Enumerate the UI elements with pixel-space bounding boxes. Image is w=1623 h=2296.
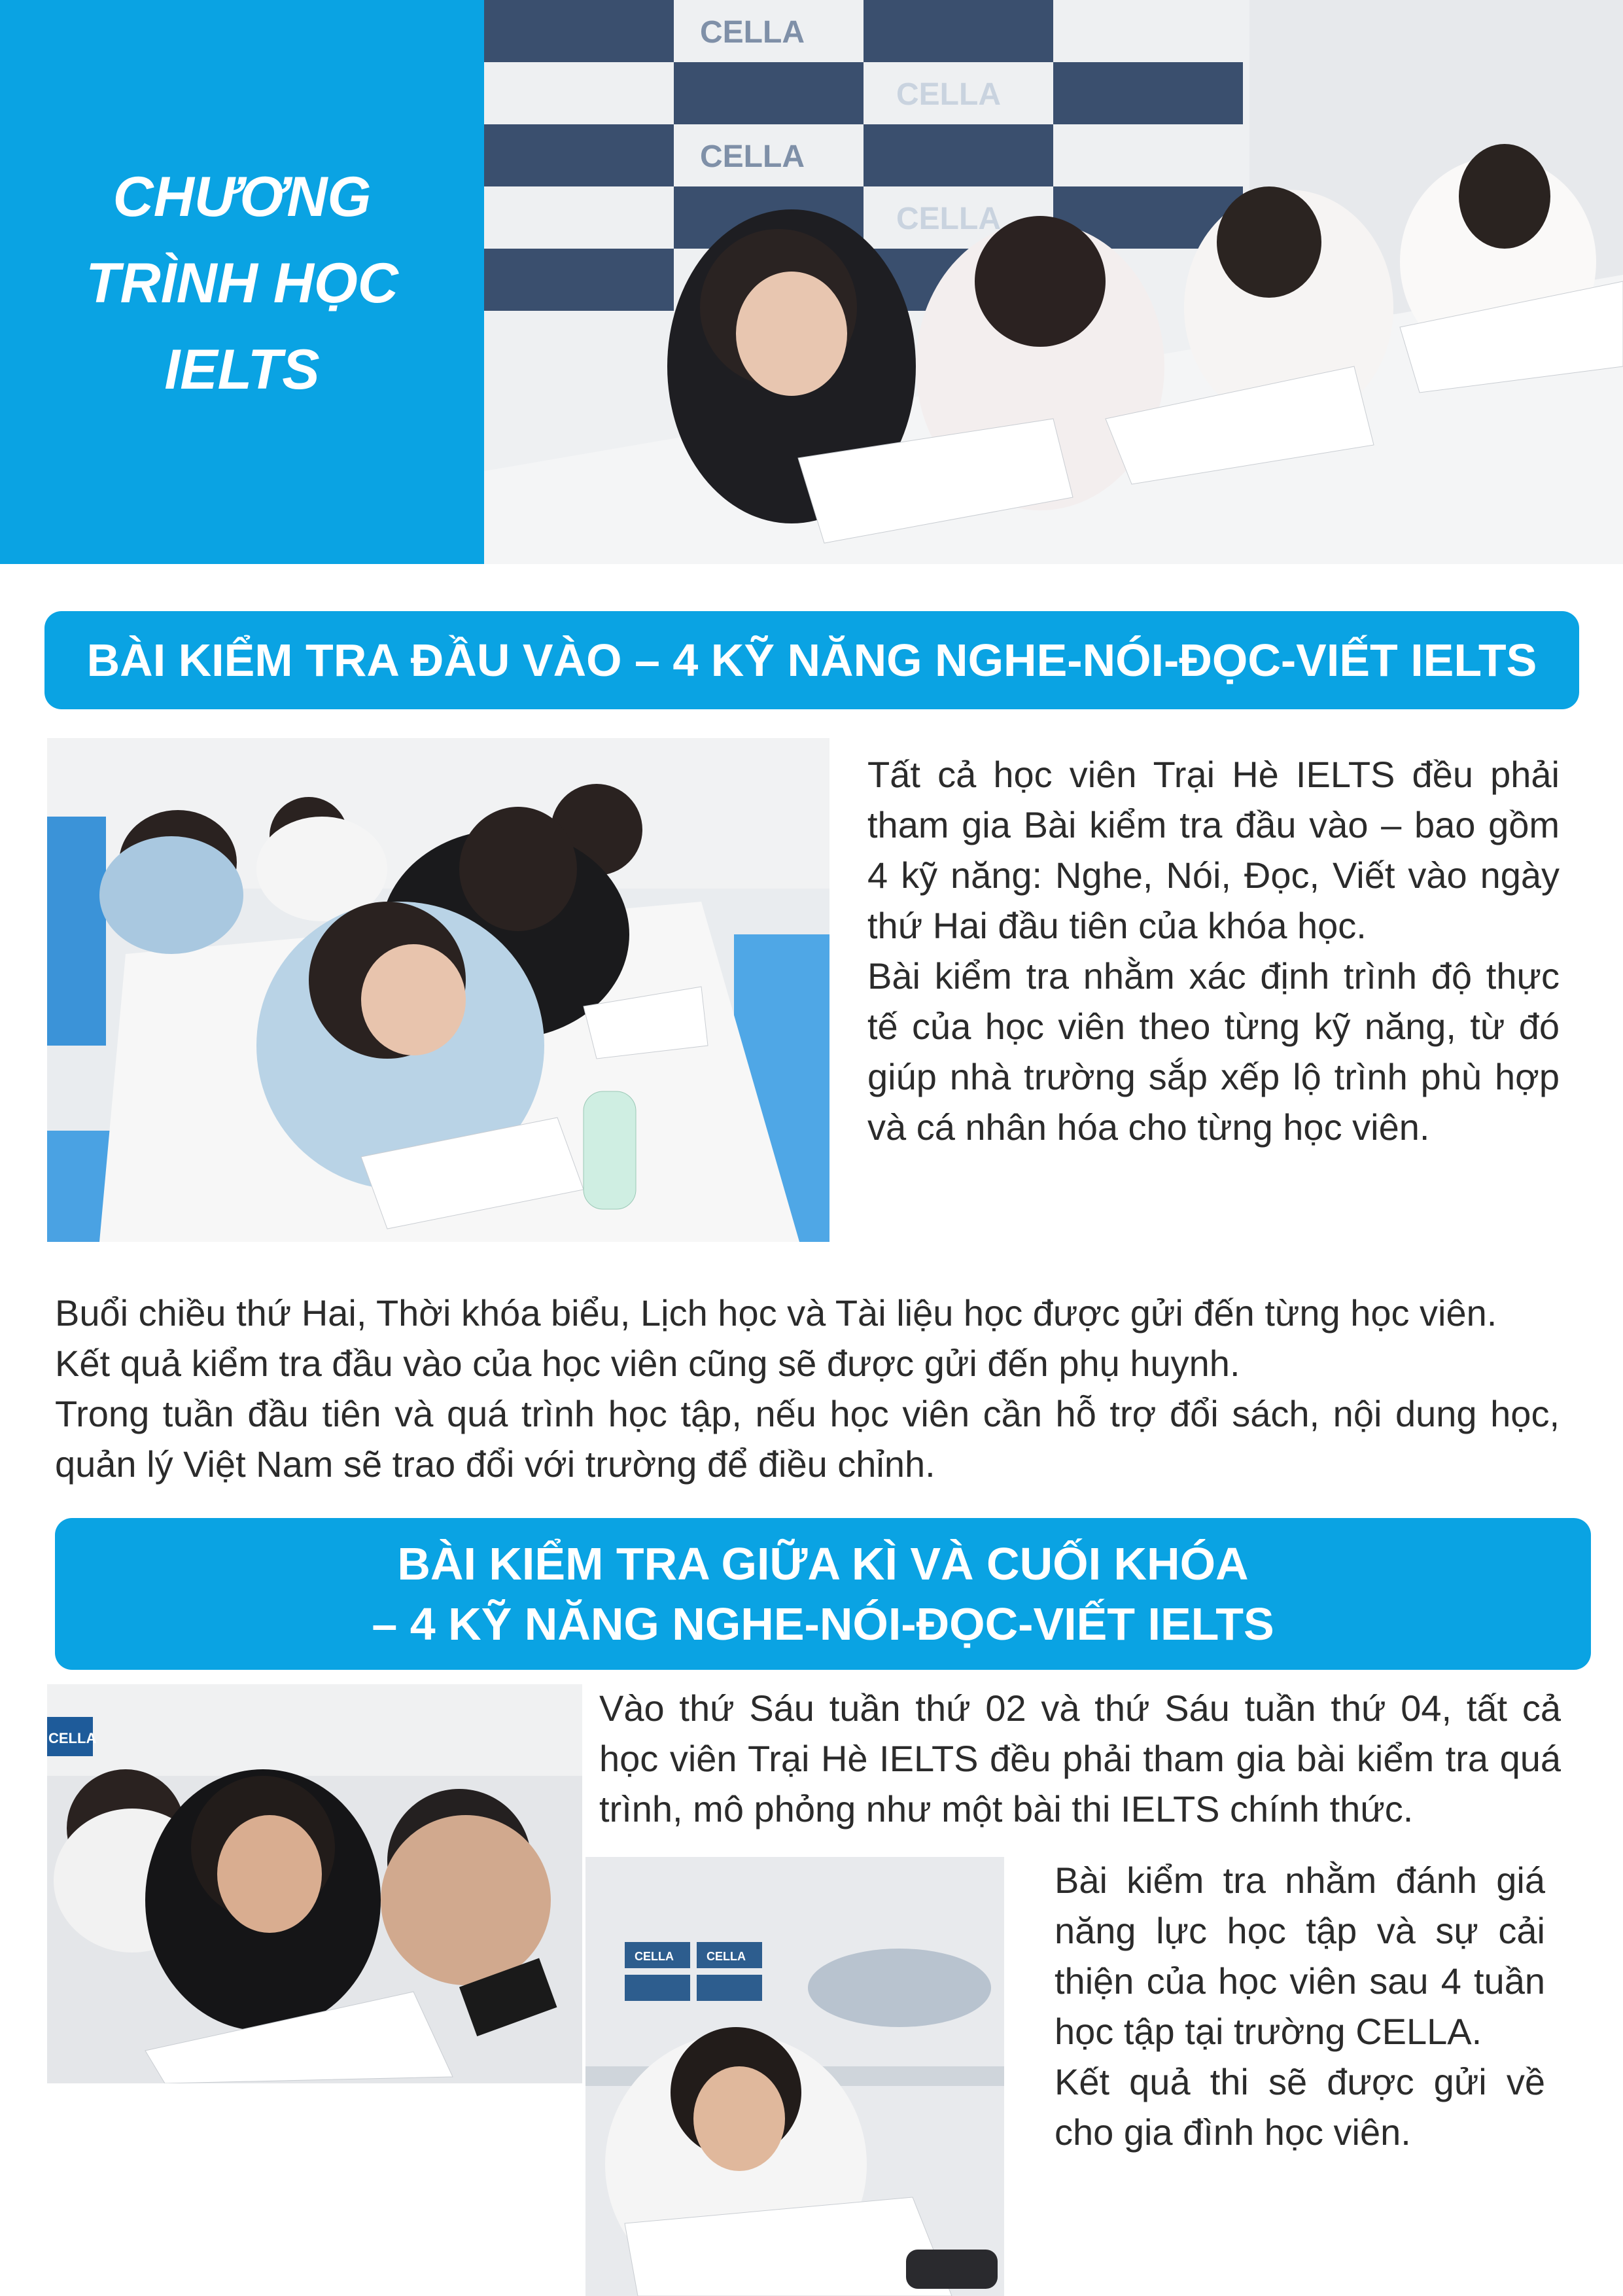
- midterm-test-intro: Vào thứ Sáu tuần thứ 02 và thứ Sáu tuần thứ 04, tất cả học viên Trại Hè IELTS đều phải tham gia bài kiểm tra quá trình, mô phỏng như một bài thi IELTS chính thức.: [599, 1687, 1561, 1829]
- wall-sign: CELLA: [48, 1730, 97, 1746]
- midterm-test-description: [1055, 1855, 1545, 2157]
- schedule-notes: [55, 1288, 1560, 1489]
- hero-title: [0, 154, 484, 413]
- wall-sign: CELLA: [635, 1950, 674, 1963]
- midterm-test-photo-1: [47, 1684, 582, 2083]
- backdrop-logo: CELLA: [700, 139, 805, 174]
- section-header-entrance-test: BÀI KIỂM TRA ĐẦU VÀO – 4 KỸ NĂNG NGHE-NÓI-ĐỌC-VIẾT IELTS: [44, 611, 1579, 709]
- classroom-photo-hero: [484, 0, 1623, 564]
- entrance-test-photo: [47, 738, 829, 1242]
- section-title-line: BÀI KIỂM TRA GIỮA KÌ VÀ CUỐI KHÓA: [397, 1538, 1249, 1589]
- backdrop-logo: CELLA: [896, 202, 1001, 236]
- hero-title-line: IELTS: [164, 338, 320, 401]
- wall-sign: CELLA: [707, 1950, 746, 1963]
- midterm-test-photo-2: [585, 1857, 1004, 2296]
- hero-title-line: CHƯƠNG: [113, 166, 372, 228]
- paragraph: Buổi chiều thứ Hai, Thời khóa biểu, Lịch học và Tài liệu học được gửi đến từng học viên.: [55, 1292, 1497, 1333]
- paragraph: Kết quả thi sẽ được gửi về cho gia đình học viên.: [1055, 2061, 1545, 2153]
- paragraph: Bài kiểm tra nhằm xác định trình độ thực tế của học viên theo từng kỹ năng, từ đó giúp nhà trường sắp xếp lộ trình phù hợp và cá nhân hóa cho từng học viên.: [867, 955, 1560, 1148]
- paragraph: Kết quả kiểm tra đầu vào của học viên cũng sẽ được gửi đến phụ huynh.: [55, 1343, 1240, 1384]
- paragraph: Trong tuần đầu tiên và quá trình học tập, nếu học viên cần hỗ trợ đổi sách, nội dung học, quản lý Việt Nam sẽ trao đổi với trường để điều chỉnh.: [55, 1393, 1560, 1485]
- paragraph: Bài kiểm tra nhằm đánh giá năng lực học tập và sự cải thiện của học viên sau 4 tuần học tập tại trường CELLA.: [1055, 1860, 1545, 2052]
- backdrop-logo: CELLA: [700, 15, 805, 50]
- hero-title-line: TRÌNH HỌC: [86, 252, 398, 315]
- section-title-line: – 4 KỸ NĂNG NGHE-NÓI-ĐỌC-VIẾT IELTS: [372, 1598, 1274, 1650]
- backdrop-logo: CELLA: [896, 77, 1001, 112]
- entrance-test-description: [867, 749, 1560, 1152]
- section-header-midterm-final-test: [55, 1518, 1591, 1670]
- paragraph: Tất cả học viên Trại Hè IELTS đều phải tham gia Bài kiểm tra đầu vào – bao gồm 4 kỹ năng: Nghe, Nói, Đọc, Viết vào ngày thứ Hai đầu tiên của khóa học.: [867, 754, 1560, 946]
